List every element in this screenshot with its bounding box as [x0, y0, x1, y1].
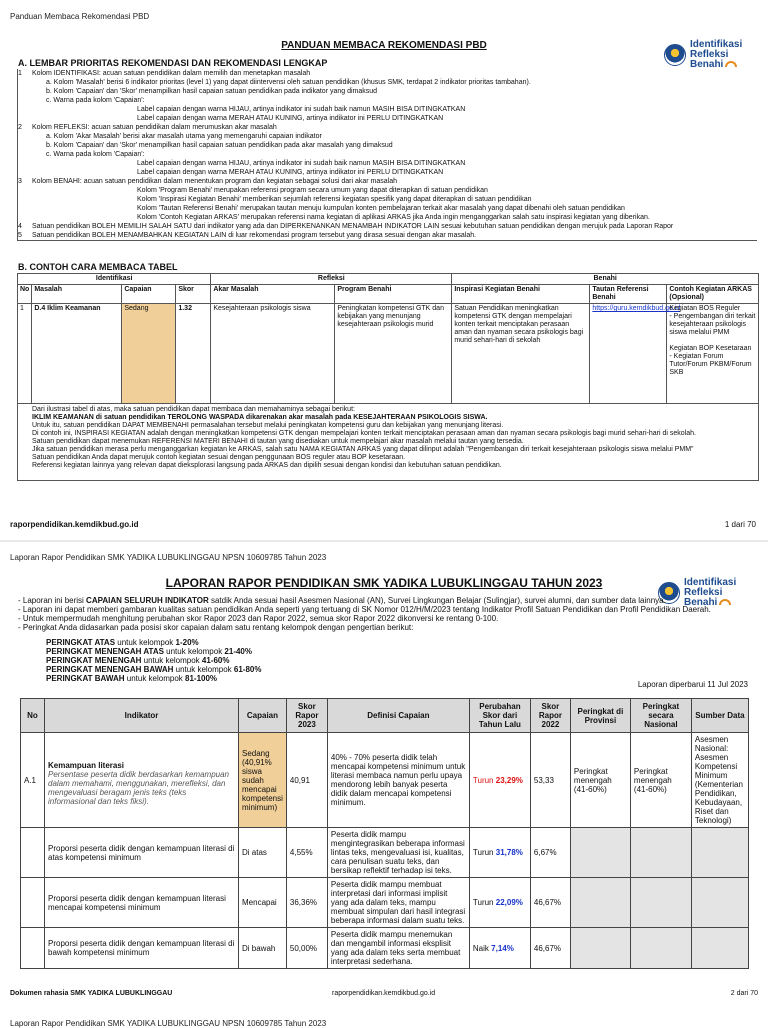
- rank-legend: [46, 638, 261, 683]
- group-benahi: Benahi: [452, 274, 759, 285]
- col-akar: Akar Masalah: [211, 285, 335, 304]
- guide-item: [18, 150, 757, 159]
- guide-number: 3: [18, 178, 22, 185]
- guide-item: [18, 114, 757, 123]
- guide-number: [18, 78, 32, 87]
- page3-running-header: Laporan Rapor Pendidikan SMK YADIKA LUBUKLINGGAU NPSN 10609785 Tahun 2023: [10, 1019, 327, 1028]
- guide-text: Label capaian dengan warna HIJAU, artinya indikator ini sudah baik namun MASIH BISA DITINGKATKAN: [137, 106, 466, 113]
- row1-skor: 4,55%: [286, 828, 327, 878]
- guide-number: [18, 213, 32, 222]
- guide-item: [18, 177, 757, 186]
- guide-text: Kolom 'Contoh Kegiatan ARKAS' merupakan referensi nama kegiatan di aplikasi ARKAS jika Anda ingin menganggarkan salah satu inspirasi kegiatan yang diberikan.: [137, 214, 650, 221]
- note-2: Untuk itu, satuan pendidikan DAPAT MEMBENAHI permasalahan tersebut melalui peningkatan kompetensi guru dan kebijakan yang menunjang literasi.: [32, 422, 504, 429]
- col-inspirasi: Inspirasi Kegiatan Benahi: [452, 285, 590, 304]
- guide-text: Kolom REFLEKSI: acuan satuan pendidikan dalam merumuskan akar masalah: [32, 124, 277, 131]
- guide-text: a. Kolom 'Masalah' berisi 6 indikator prioritas (level 1) yang dapat diintervensi oleh satuan pendidikan (khusus SMK, terdapat 2 indikator prioritas tambahan).: [46, 79, 531, 86]
- col-tautan: Tautan Referensi Benahi: [590, 285, 667, 304]
- logo-text-2: Identifikasi Refleksi Benahi: [684, 577, 737, 608]
- note-0: Dari ilustrasi tabel di atas, maka satuan pendidikan dapat membaca dan memahaminya sebagai berikut:: [32, 406, 355, 413]
- guide-item: [18, 204, 757, 213]
- ex-no: 1: [18, 304, 32, 404]
- rank-item: PERINGKAT MENENGAH BAWAH untuk kelompok 61-80%: [46, 665, 262, 674]
- ex-skor: 1.32: [176, 304, 211, 404]
- guide-item: [18, 87, 757, 96]
- page-divider: [0, 540, 768, 542]
- example-notes: [18, 404, 759, 481]
- section-a-title: A. LEMBAR PRIORITAS REKOMENDASI DAN REKOMENDASI LENGKAP: [18, 58, 328, 68]
- row0-nas: Peringkat menengah (41-60%): [630, 733, 691, 828]
- guide-number: 5: [18, 232, 22, 239]
- ex-inspirasi: Satuan Pendidikan meningkatkan kompetensi GTK dengan mempelajari konten terkait menciptakan perasaan aman dan nyaman secara psikologis bagi murid sehari-hari di sekolah: [452, 304, 590, 404]
- guide-item: [18, 231, 757, 240]
- th-sumber: Sumber Data: [691, 699, 748, 733]
- intro-0: - Laporan ini berisi CAPAIAN SELURUH INDIKATOR satdik Anda sesuai hasil Asesmen Nasional (AN), Survei Lingkungan Belajar (Sulingjar), survei alumni, dan sumber data lainnya.: [18, 596, 666, 605]
- page1-footer-site: raporpendidikan.kemdikbud.go.id: [10, 520, 139, 529]
- row0-definisi: 40% - 70% peserta didik telah mencapai kompetensi minimum untuk literasi membaca namun perlu upaya mendorong lebih banyak peserta didik dalam mencapai kompetensi minimum.: [327, 733, 469, 828]
- section-b-title: B. CONTOH CARA MEMBACA TABEL: [18, 262, 178, 272]
- row1-capaian: Di atas: [239, 828, 287, 878]
- note-5: Jika satuan pendidikan merasa perlu menganggarkan kegiatan ke ARKAS, salah satu NAMA KEGIATAN ARKAS yang dapat dilinput adalah "Pengembangan diri terkait kesejahteraan psikologis siswa melalui PMM": [32, 446, 694, 453]
- guide-text: Kolom 'Inspirasi Kegiatan Benahi' memberikan sejumlah referensi kegiatan spesifik yang dapat diterapkan di satuan pendidikan: [137, 196, 532, 203]
- col-no: No: [18, 285, 32, 304]
- row2-change: Turun 22,09%: [469, 878, 530, 928]
- guide-number: [18, 87, 32, 96]
- page2-title: LAPORAN RAPOR PENDIDIKAN SMK YADIKA LUBUKLINGGAU TAHUN 2023: [165, 576, 603, 590]
- intro-3: - Peringkat Anda didasarkan pada posisi skor capaian dalam satu rentang kelompok dengan pengertian berikut:: [18, 623, 414, 632]
- guide-number: [18, 105, 32, 114]
- page2-running-header: Laporan Rapor Pendidikan SMK YADIKA LUBUKLINGGAU NPSN 10609785 Tahun 2023: [10, 553, 327, 562]
- guide-text: Satuan pendidikan BOLEH MEMILIH SALAH SATU dari indikator yang ada dan DIPERKENANKAN MENAMBAH INDIKATOR LAIN sesuai kebutuhan satuan pendidikan dengan merujuk pada Laporan Rapor: [32, 223, 674, 230]
- guide-item: [18, 195, 757, 204]
- ex-arkas-2: [669, 337, 756, 345]
- th-perubahan: Perubahan Skor dari Tahun Lalu: [469, 699, 530, 733]
- intro-2: - Untuk mempermudah menghitung perubahan skor Rapor 2023 dan Rapor 2022, semua skor Rapor 2022 dikonversi ke rentang 0-100.: [18, 614, 499, 623]
- row3-change: Naik 7,14%: [469, 928, 530, 969]
- rank-item: PERINGKAT MENENGAH ATAS untuk kelompok 21-40%: [46, 647, 252, 656]
- row3-definisi: Peserta didik mampu menemukan dan mengambil informasi eksplisit yang ada dalam teks serta membuat interpretasi sederhana.: [327, 928, 469, 969]
- th-skor22: Skor Rapor 2022: [530, 699, 570, 733]
- row2-definisi: Peserta didik mampu membuat interpretasi dari informasi implisit yang ada dalam teks, mampu membuat simpulan dari hasil integrasi beberapa informasi dalam suatu teks.: [327, 878, 469, 928]
- page2-footer-pages: 2 dari 70: [730, 990, 758, 997]
- row1-change: Turun 31,78%: [469, 828, 530, 878]
- row3-capaian: Di bawah: [239, 928, 287, 969]
- ex-akar: Kesejahteraan psikologis siswa: [211, 304, 335, 404]
- note-1: IKLIM KEAMANAN di satuan pendidikan TEROLONG WASPADA dikarenakan akar masalah pada KESEJAHTERAAN PSIKOLOGIS SISWA.: [32, 414, 488, 421]
- guide-number: 1: [18, 70, 22, 77]
- row0-capaian: Sedang (40,91% siswa sudah mencapai kompetensi minimum): [239, 733, 287, 828]
- guide-item: [18, 123, 757, 132]
- th-no: No: [21, 699, 45, 733]
- group-refleksi: Refleksi: [211, 274, 452, 285]
- guide-number: [18, 114, 32, 123]
- guide-text: Label capaian dengan warna MERAH ATAU KUNING, artinya indikator ini PERLU DITINGKATKAN: [137, 115, 444, 122]
- col-program: Program Benahi: [335, 285, 452, 304]
- table-row: [21, 733, 749, 828]
- note-3: Di contoh ini, INSPIRASI KEGIATAN adalah dengan meningkatkan kompetensi GTK dengan mempelajari konten terkait menciptakan perasaan aman dan nyaman secara psikologis bagi murid sehari-hari di sekolah.: [32, 430, 696, 437]
- col-capaian: Capaian: [122, 285, 176, 304]
- ex-masalah: D.4 Iklim Keamanan: [32, 304, 122, 404]
- guide-item: [18, 186, 757, 195]
- ex-capaian: Sedang: [122, 304, 176, 404]
- ex-arkas-3: Kegiatan BOP Kesetaraan: [669, 345, 752, 352]
- th-skor23: Skor Rapor 2023: [286, 699, 327, 733]
- guide-number: [18, 141, 32, 150]
- indicator-table: [20, 698, 749, 969]
- th-definisi: Definisi Capaian: [327, 699, 469, 733]
- row0-sumber: Asesmen Nasional: Asesmen Kompetensi Minimum (Kementerian Pendidikan, Kebudayaan, Riset dan Teknologi): [691, 733, 748, 828]
- row3-ind: Proporsi peserta didik dengan kemampuan literasi di bawah kompetensi minimum: [45, 928, 239, 969]
- guide-item: [18, 132, 757, 141]
- guide-list: [17, 69, 757, 241]
- guide-item: [18, 141, 757, 150]
- row0-title: Kemampuan literasi: [48, 760, 125, 770]
- ex-arkas-4: - Kegiatan Forum Tutor/Forum PKBM/Forum SKB: [669, 353, 752, 376]
- col-masalah: Masalah: [32, 285, 122, 304]
- guide-number: [18, 168, 32, 177]
- row2-ind: Proporsi peserta didik dengan kemampuan literasi mencapai kompetensi minimum: [45, 878, 239, 928]
- guide-text: Label capaian dengan warna HIJAU, artinya indikator ini sudah baik namun MASIH BISA DITINGKATKAN: [137, 160, 466, 167]
- row0-skor: 40,91: [286, 733, 327, 828]
- rank-item: PERINGKAT ATAS untuk kelompok 1-20%: [46, 638, 199, 647]
- guide-text: a. Kolom 'Akar Masalah' berisi akar masalah utama yang memengaruhi capaian indikator: [46, 133, 322, 140]
- row2-capaian: Mencapai: [239, 878, 287, 928]
- guide-item: [18, 213, 757, 222]
- row2-skor22: 46,67%: [530, 878, 570, 928]
- page1-running-header: Panduan Membaca Rekomendasi PBD: [10, 12, 150, 21]
- table-row: [21, 828, 749, 878]
- row0-no: A.1: [21, 733, 45, 828]
- guide-text: Kolom 'Tautan Referensi Benahi' merupakan tautan menuju kumpulan konten pembelajaran terkait akar masalah yang dapat dibenahi oleh satuan pendidikan: [137, 205, 625, 212]
- irb-logo: [664, 40, 742, 70]
- guide-item: [18, 168, 757, 177]
- guide-text: Kolom IDENTIFIKASI: acuan satuan pendidikan dalam memilih dan menetapkan masalah: [32, 70, 311, 77]
- row1-ind: Proporsi peserta didik dengan kemampuan literasi di atas kompetensi minimum: [45, 828, 239, 878]
- th-indikator: Indikator: [45, 699, 239, 733]
- intro-1: - Laporan ini dapat memberi gambaran kualitas satuan pendidikan Anda seperti yang tertuang di SK Nomor 012/H/M/2023 tentang Indikator Profil Satuan Pendidikan dan Profil Pendidikan Daerah.: [18, 605, 711, 614]
- guide-text: c. Warna pada kolom 'Capaian':: [46, 151, 145, 158]
- note-6: Satuan pendidikan Anda dapat merujuk contoh kegiatan sesuai dengan penggunaan BOS reguler atau BOP kesetaraan.: [32, 454, 406, 461]
- ex-program: Peningkatan kompetensi GTK dan kebijakan yang menunjang kesejahteraan psikologis murid: [335, 304, 452, 404]
- kemdikbud-emblem-icon: [664, 44, 686, 66]
- guide-item: [18, 69, 757, 78]
- group-identifikasi: Identifikasi: [18, 274, 211, 285]
- guide-item: [18, 222, 757, 231]
- row0-desc: Persentase peserta didik berdasarkan kemampuan dalam memahami, menggunakan, merefleksi, dan mengevaluasi beragam jenis teks (teks informasional dan teks fiksi).: [48, 769, 229, 806]
- guide-text: b. Kolom 'Capaian' dan 'Skor' menampilkan hasil capaian satuan pendidikan pada akar masalah yang dimaksud: [46, 142, 393, 149]
- row3-skor: 50,00%: [286, 928, 327, 969]
- note-4: Satuan pendidikan dapat menemukan REFERENSI MATERI BENAHI di tautan yang disediakan untuk mempelajari akar masalah melalui tautan yang tersedia.: [32, 438, 524, 445]
- guide-text: Kolom 'Program Benahi' merupakan referensi program secara umum yang dapat diterapkan di satuan pendidikan: [137, 187, 488, 194]
- guide-text: b. Kolom 'Capaian' dan 'Skor' menampilkan hasil capaian satuan pendidikan pada indikator yang dimaksud: [46, 88, 378, 95]
- guide-item: [18, 96, 757, 105]
- col-arkas: Contoh Kegiatan ARKAS (Opsional): [667, 285, 759, 304]
- rank-item: PERINGKAT MENENGAH untuk kelompok 41-60%: [46, 656, 230, 665]
- guide-number: 4: [18, 223, 22, 230]
- page1-footer-pages: 1 dari 70: [724, 520, 756, 529]
- th-prov: Peringkat di Provinsi: [570, 699, 630, 733]
- col-skor: Skor: [176, 285, 211, 304]
- guide-text: Satuan pendidikan BOLEH MENAMBAHKAN KEGIATAN LAIN di luar rekomendasi program tersebut yang dirasa sesuai dengan akar masalah.: [32, 232, 477, 239]
- table-row: [21, 928, 749, 969]
- guide-number: [18, 150, 32, 159]
- row1-skor22: 6,67%: [530, 828, 570, 878]
- intro-list: [18, 596, 718, 632]
- ex-arkas-0: Kegiatan BOS Reguler: [669, 305, 741, 312]
- guide-item: [18, 78, 757, 87]
- page2-footer-left: Dokumen rahasia SMK YADIKA LUBUKLINGGAU: [10, 990, 173, 997]
- guide-number: [18, 186, 32, 195]
- rank-item: PERINGKAT BAWAH untuk kelompok 81-100%: [46, 674, 218, 683]
- ex-tautan-link[interactable]: https://guru.kemdikbud.go.id: [592, 305, 681, 312]
- page1-title: PANDUAN MEMBACA REKOMENDASI PBD: [281, 40, 487, 51]
- th-nas: Peringkat secara Nasional: [630, 699, 691, 733]
- guide-number: [18, 96, 32, 105]
- guide-text: Label capaian dengan warna MERAH ATAU KUNING, artinya indikator ini PERLU DITINGKATKAN: [137, 169, 444, 176]
- guide-number: 2: [18, 124, 22, 131]
- th-capaian: Capaian: [239, 699, 287, 733]
- note-spacer: [32, 470, 744, 478]
- row0-prov: Peringkat menengah (41-60%): [570, 733, 630, 828]
- example-table: [17, 273, 759, 481]
- page2-footer-site: raporpendidikan.kemdikbud.go.id: [332, 990, 436, 997]
- row1-definisi: Peserta didik mampu mengintegrasikan beberapa informasi lintas teks, mengevaluasi isi, kualitas, cara penulisan suatu teks, dan bersikap reflektif terhadap isi teks.: [327, 828, 469, 878]
- table-row: [21, 878, 749, 928]
- guide-text: Kolom BENAHI: acuan satuan pendidikan dalam menentukan program dan kegiatan sebagai solusi dari akar masalah: [32, 178, 397, 185]
- note-7: Referensi kegiatan lainnya yang relevan dapat dieksplorasi langsung pada ARKAS dan dipilih sesuai dengan kondisi dan kebutuhan satuan pendidikan.: [32, 462, 502, 469]
- guide-number: [18, 204, 32, 213]
- row0-skor22: 53,33: [530, 733, 570, 828]
- guide-number: [18, 159, 32, 168]
- guide-item: [18, 159, 757, 168]
- ex-arkas-1: - Pengembangan diri terkait kesejahteraan psikologis siswa melalui PMM: [669, 313, 756, 336]
- updated-date: Laporan diperbarui 11 Jul 2023: [637, 680, 748, 689]
- row0-change: Turun 23,29%: [469, 733, 530, 828]
- row3-skor22: 46,67%: [530, 928, 570, 969]
- guide-number: [18, 132, 32, 141]
- guide-text: c. Warna pada kolom 'Capaian':: [46, 97, 145, 104]
- row2-skor: 36,36%: [286, 878, 327, 928]
- guide-item: [18, 105, 757, 114]
- logo-text: Identifikasi Refleksi Benahi: [690, 39, 743, 70]
- guide-number: [18, 195, 32, 204]
